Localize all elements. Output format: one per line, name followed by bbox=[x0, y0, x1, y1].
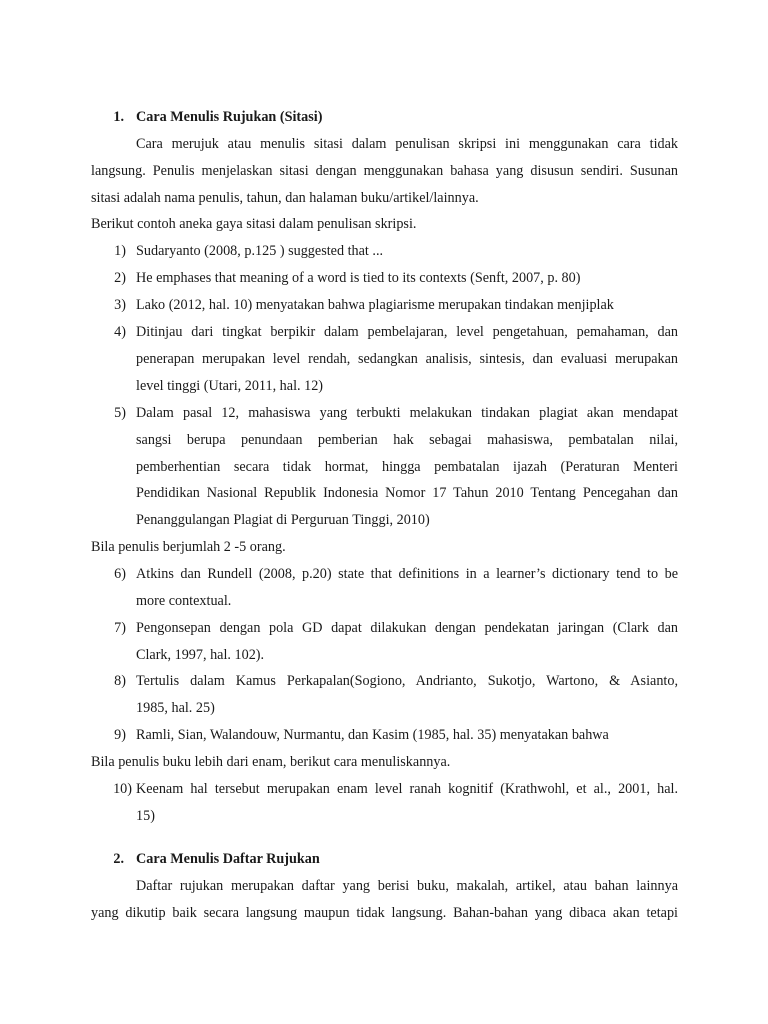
list-item-text: pemberhentian secara tidak hormat, hingga pembatalan ijazah (Peraturan Menteri bbox=[136, 459, 678, 475]
list-item-text: 15) bbox=[136, 808, 155, 824]
list-item-text: Tertulis dalam Kamus Perkapalan(Sogiono, Andrianto, Sukotjo, Wartono, & Asianto, bbox=[136, 673, 678, 689]
list-item-text: Ditinjau dari tingkat berpikir dalam pembelajaran, level pengetahuan, pemahaman, dan bbox=[136, 324, 678, 340]
list-item-text: Pendidikan Nasional Republik Indonesia Nomor 17 Tahun 2010 Tentang Pencegahan dan bbox=[136, 485, 678, 501]
section-2-intro-line-1: Daftar rujukan merupakan daftar yang berisi buku, makalah, artikel, atau bahan lainnya bbox=[136, 878, 678, 894]
list-item-number: 3) bbox=[114, 297, 126, 313]
section-1-number: 1. bbox=[113, 109, 124, 125]
section-1-intro-line-3: sitasi adalah nama penulis, tahun, dan halaman buku/artikel/lainnya. bbox=[91, 190, 479, 206]
list-item-text: level tinggi (Utari, 2011, hal. 12) bbox=[136, 378, 324, 394]
list-item-number: 10) bbox=[113, 781, 132, 797]
list-item-text: Atkins dan Rundell (2008, p.20) state that definitions in a learner’s dictionary tend to be bbox=[136, 566, 678, 582]
list-item-text: Dalam pasal 12, mahasiswa yang terbukti melakukan tindakan plagiat akan mendapat bbox=[136, 405, 678, 421]
list-item-text: sangsi berupa penundaan pemberian hak sebagai mahasiswa, pembatalan nilai, bbox=[136, 432, 678, 448]
section-1-intro-line-2: langsung. Penulis menjelaskan sitasi dengan menggunakan bahasa yang disusun sendiri. Susunan bbox=[91, 163, 678, 179]
list-item-number: 2) bbox=[114, 270, 126, 286]
list-item-number: 1) bbox=[114, 243, 126, 259]
list-item-text: Pengonsepan dengan pola GD dapat dilakukan dengan pendekatan jaringan (Clark dan bbox=[136, 620, 678, 636]
list-item-text: Ramli, Sian, Walandouw, Nurmantu, dan Kasim (1985, hal. 35) menyatakan bahwa bbox=[136, 727, 609, 743]
section-1-intro-line-1: Cara merujuk atau menulis sitasi dalam penulisan skripsi ini menggunakan cara tidak bbox=[136, 136, 678, 152]
multi-author-lead: Bila penulis berjumlah 2 -5 orang. bbox=[91, 539, 286, 555]
list-item-text: 1985, hal. 25) bbox=[136, 700, 215, 716]
single-author-lead: Berikut contoh aneka gaya sitasi dalam penulisan skripsi. bbox=[91, 216, 417, 232]
list-item-text: Keenam hal tersebut merupakan enam level ranah kognitif (Krathwohl, et al., 2001, hal. bbox=[136, 781, 678, 797]
list-item-text: Sudaryanto (2008, p.125 ) suggested that ... bbox=[136, 243, 384, 259]
list-item-number: 4) bbox=[114, 324, 126, 340]
list-item-text: Lako (2012, hal. 10) menyatakan bahwa plagiarisme merupakan tindakan menjiplak bbox=[136, 297, 614, 313]
list-item-text: He emphases that meaning of a word is tied to its contexts (Senft, 2007, p. 80) bbox=[136, 270, 581, 286]
list-item-number: 6) bbox=[114, 566, 126, 582]
list-item-text: Penanggulangan Plagiat di Perguruan Tinggi, 2010) bbox=[136, 512, 430, 528]
section-2-heading: Cara Menulis Daftar Rujukan bbox=[136, 851, 320, 867]
section-2-intro-line-2: yang dikutip baik secara langsung maupun tidak langsung. Bahan-bahan yang dibaca akan tetapi bbox=[91, 905, 678, 921]
list-item-number: 7) bbox=[114, 620, 126, 636]
list-item-text: more contextual. bbox=[136, 593, 232, 609]
list-item-number: 5) bbox=[114, 405, 126, 421]
many-author-lead: Bila penulis buku lebih dari enam, berikut cara menuliskannya. bbox=[91, 754, 451, 770]
section-2-number: 2. bbox=[113, 851, 124, 867]
list-item-number: 8) bbox=[114, 673, 126, 689]
list-item-text: penerapan merupakan level rendah, sedangkan analisis, sintesis, dan evaluasi merupakan bbox=[136, 351, 678, 367]
section-1-heading: Cara Menulis Rujukan (Sitasi) bbox=[136, 109, 323, 125]
list-item-number: 9) bbox=[114, 727, 126, 743]
list-item-text: Clark, 1997, hal. 102). bbox=[136, 647, 265, 663]
